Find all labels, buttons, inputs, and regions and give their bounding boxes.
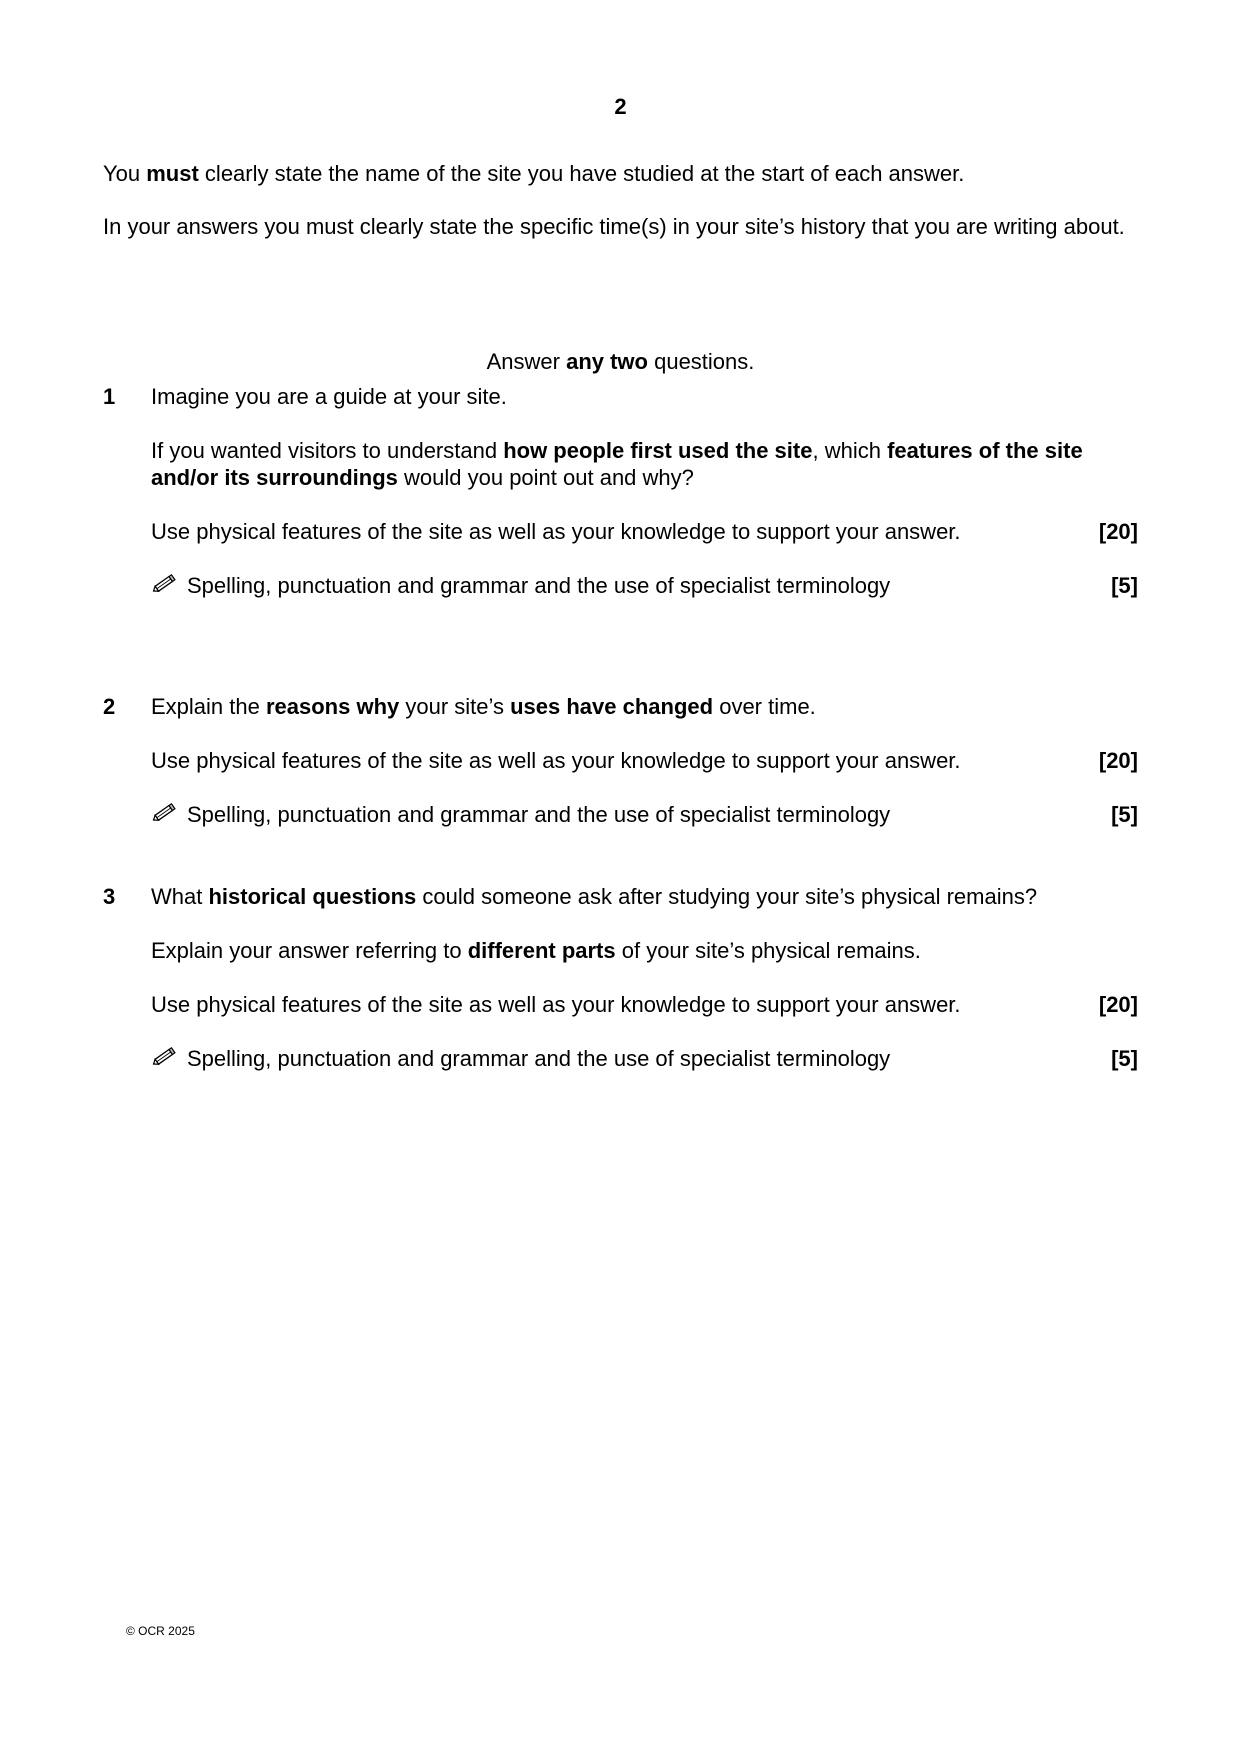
text-run: over time. bbox=[713, 694, 816, 719]
question-body bbox=[151, 693, 1138, 855]
text-run: clearly state the name of the site you have studied at the start of each answer. bbox=[198, 161, 965, 186]
bold-text: how people first used the site bbox=[503, 438, 813, 463]
question-number: 1 bbox=[103, 384, 116, 409]
answer-instruction bbox=[0, 348, 1241, 375]
text-run: If you wanted visitors to understand bbox=[151, 438, 504, 463]
intro-paragraph bbox=[103, 213, 1133, 240]
question-number: 3 bbox=[103, 884, 116, 909]
intro-paragraph bbox=[103, 160, 1133, 187]
text-run: What bbox=[151, 884, 209, 909]
text-run: Explain the bbox=[151, 694, 266, 719]
text-run: your site’s bbox=[399, 694, 511, 719]
question-line bbox=[151, 437, 1131, 491]
spag-label bbox=[151, 1045, 890, 1072]
text-run: Answer bbox=[486, 349, 567, 374]
support-text: Use physical features of the site as well as your knowledge to support your answer. bbox=[151, 992, 961, 1017]
text-run: questions. bbox=[647, 349, 755, 374]
bold-text: different parts bbox=[467, 938, 616, 963]
bold-text: features of the site and/or its surroundings bbox=[151, 438, 1083, 490]
support-mark: [20] bbox=[1098, 992, 1138, 1017]
bold-text: historical questions bbox=[208, 884, 417, 909]
spag-label bbox=[151, 572, 890, 599]
question-line bbox=[151, 693, 1138, 720]
question-number: 2 bbox=[103, 694, 116, 719]
text-run: Imagine you are a guide at your site. bbox=[151, 384, 507, 409]
spag-row bbox=[151, 1045, 1138, 1072]
question-body bbox=[151, 383, 1138, 626]
question-line bbox=[151, 883, 1138, 910]
spag-row bbox=[151, 801, 1138, 828]
text-run: could someone ask after studying your site’s physical remains? bbox=[416, 884, 1038, 909]
text-run: In your answers you must clearly state the specific time(s) in your site’s history that you are writing about. bbox=[103, 214, 1125, 239]
spag-mark: [5] bbox=[1111, 573, 1138, 598]
pencil-icon bbox=[151, 1044, 179, 1068]
text-run: You bbox=[103, 161, 147, 186]
page-number: 2 bbox=[614, 94, 627, 119]
spag-text: Spelling, punctuation and grammar and the use of specialist terminology bbox=[187, 802, 891, 827]
support-text: Use physical features of the site as well as your knowledge to support your answer. bbox=[151, 748, 961, 773]
text-run: would you point out and why? bbox=[397, 465, 694, 490]
support-mark: [20] bbox=[1098, 748, 1138, 773]
pencil-icon bbox=[151, 800, 179, 824]
intro-text bbox=[103, 160, 1133, 187]
text-run: , which bbox=[812, 438, 888, 463]
bold-text: must bbox=[146, 161, 199, 186]
support-row bbox=[151, 747, 1138, 774]
support-row bbox=[151, 991, 1138, 1018]
spag-text: Spelling, punctuation and grammar and the use of specialist terminology bbox=[187, 573, 891, 598]
pencil-icon bbox=[151, 571, 179, 595]
spag-row bbox=[151, 572, 1138, 599]
text-run: of your site’s physical remains. bbox=[615, 938, 921, 963]
question-body bbox=[151, 883, 1138, 1099]
spag-mark: [5] bbox=[1111, 802, 1138, 827]
spag-text: Spelling, punctuation and grammar and the use of specialist terminology bbox=[187, 1046, 891, 1071]
bold-text: uses have changed bbox=[510, 694, 714, 719]
text-run: Explain your answer referring to bbox=[151, 938, 468, 963]
spag-label bbox=[151, 801, 890, 828]
question-line bbox=[151, 937, 1138, 964]
copyright-footer: © OCR 2025 bbox=[126, 1624, 195, 1638]
spag-mark: [5] bbox=[1111, 1046, 1138, 1071]
support-text: Use physical features of the site as well as your knowledge to support your answer. bbox=[151, 519, 961, 544]
bold-text: any two bbox=[566, 349, 648, 374]
bold-text: reasons why bbox=[265, 694, 400, 719]
question-line bbox=[151, 383, 1138, 410]
support-row bbox=[151, 518, 1138, 545]
intro-text bbox=[103, 213, 1133, 240]
support-mark: [20] bbox=[1098, 519, 1138, 544]
